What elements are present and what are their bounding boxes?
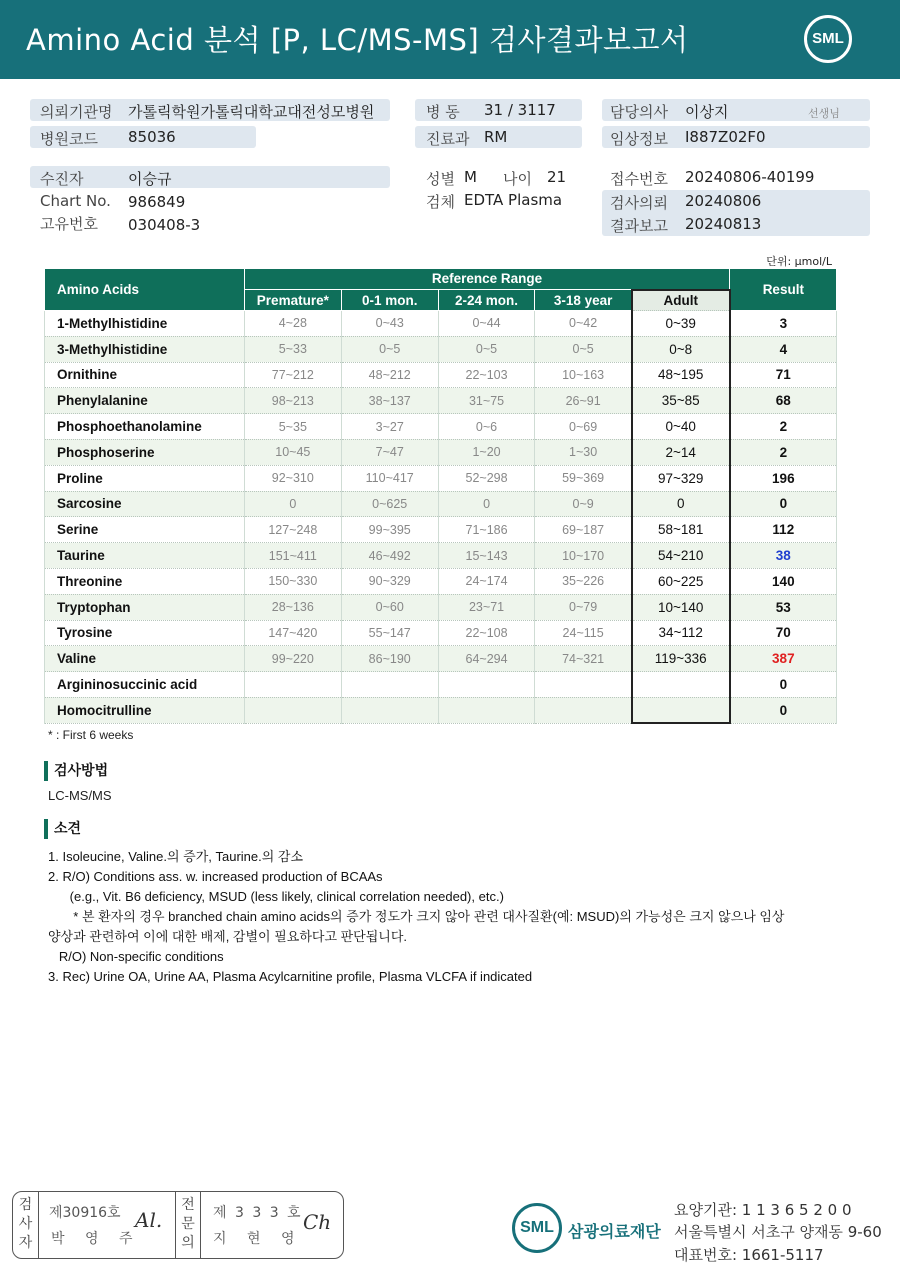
adult-range: 97~329 [632, 465, 730, 491]
col-header-ref-sub: 0-1 mon. [341, 290, 438, 311]
chart-value: 986849 [128, 193, 186, 211]
amino-acid-name: 3-Methylhistidine [45, 336, 245, 362]
reference-range: 24~174 [438, 568, 535, 594]
reference-range: 31~75 [438, 388, 535, 414]
signature-role-examiner [13, 1192, 39, 1258]
col-header-name: Amino Acids [45, 269, 245, 311]
reference-range: 26~91 [535, 388, 632, 414]
table-row [45, 672, 837, 698]
request-label: 검사의뢰 [610, 194, 668, 212]
sml-logo: SML [804, 15, 852, 63]
result-value: 112 [730, 517, 837, 543]
role-text: 전문의 [181, 1197, 195, 1251]
col-header-ref-sub: 3-18 year [535, 290, 632, 311]
reference-range: 98~213 [244, 388, 341, 414]
reference-range: 99~220 [244, 646, 341, 672]
reference-range: 0~42 [535, 311, 632, 337]
result-value: 387 [730, 646, 837, 672]
amino-acid-name: Tyrosine [45, 620, 245, 646]
result-value: 140 [730, 568, 837, 594]
role-text: 검사자 [18, 1197, 33, 1251]
receipt-value: 20240806-40199 [685, 168, 815, 186]
result-value: 2 [730, 414, 837, 440]
recipient-label: 수진자 [40, 170, 84, 188]
report-title: Amino Acid 분석 [P, LC/MS-MS] 검사결과보고서 [26, 23, 689, 57]
reference-range [244, 672, 341, 698]
specimen-label: 검체 [426, 193, 455, 211]
reference-range: 3~27 [341, 414, 438, 440]
reference-range: 0~79 [535, 594, 632, 620]
reference-range: 5~33 [244, 336, 341, 362]
reference-range: 0~5 [438, 336, 535, 362]
adult-range: 119~336 [632, 646, 730, 672]
info-box [30, 166, 390, 188]
table-row [45, 517, 837, 543]
amino-acid-name: Proline [45, 465, 245, 491]
comment-line: 1. Isoleucine, Valine.의 증가, Taurine.의 감소 [48, 849, 304, 864]
reference-range: 69~187 [535, 517, 632, 543]
reference-range: 90~329 [341, 568, 438, 594]
institution-value: 가톨릭학원가톨릭대학교대전성모병원 [128, 103, 375, 121]
reference-range: 99~395 [341, 517, 438, 543]
reference-range: 5~35 [244, 414, 341, 440]
reference-range: 64~294 [438, 646, 535, 672]
reference-range [438, 697, 535, 723]
comment-title: 소견 [44, 819, 81, 839]
report-value: 20240813 [685, 215, 762, 233]
amino-acid-name: Tryptophan [45, 594, 245, 620]
table-row [45, 465, 837, 491]
age-label: 나이 [503, 170, 532, 188]
adult-range: 48~195 [632, 362, 730, 388]
comments [48, 847, 784, 987]
signature-box [12, 1191, 344, 1259]
reference-range: 22~103 [438, 362, 535, 388]
reference-range: 1~20 [438, 439, 535, 465]
amino-acid-name: Serine [45, 517, 245, 543]
table-row [45, 491, 837, 517]
clinical-label: 임상정보 [610, 130, 668, 148]
result-value: 0 [730, 672, 837, 698]
adult-range: 58~181 [632, 517, 730, 543]
footer-address: 서울특별시 서초구 양재동 9-60 [674, 1223, 882, 1241]
ward-label: 병 동 [426, 103, 460, 121]
adult-range [632, 672, 730, 698]
reference-range: 1~30 [535, 439, 632, 465]
examiner-license: 제30916호 [49, 1205, 121, 1221]
table-row [45, 388, 837, 414]
reference-range: 0~9 [535, 491, 632, 517]
amino-acid-name: Ornithine [45, 362, 245, 388]
reference-range: 74~321 [535, 646, 632, 672]
reference-range: 22~108 [438, 620, 535, 646]
result-value: 38 [730, 543, 837, 569]
reference-range: 7~47 [341, 439, 438, 465]
comment-line: 3. Rec) Urine OA, Urine AA, Plasma Acylcarnitine profile, Plasma VLCFA if indicated [48, 969, 533, 984]
table-row [45, 439, 837, 465]
adult-range: 10~140 [632, 594, 730, 620]
examiner-signature: Al. [135, 1208, 163, 1232]
reference-range: 0~43 [341, 311, 438, 337]
reference-range [438, 672, 535, 698]
dept-label: 진료과 [426, 130, 470, 148]
table-row [45, 336, 837, 362]
reference-range: 15~143 [438, 543, 535, 569]
reference-range: 23~71 [438, 594, 535, 620]
adult-range: 0 [632, 491, 730, 517]
comment-line: R/O) Non-specific conditions [48, 949, 224, 964]
adult-range: 35~85 [632, 388, 730, 414]
result-value: 3 [730, 311, 837, 337]
sex-label: 성별 [426, 170, 455, 188]
table-row [45, 414, 837, 440]
signature-role-specialist [175, 1192, 201, 1258]
unique-label: 고유번호 [40, 215, 98, 233]
reference-range: 0~60 [341, 594, 438, 620]
receipt-label: 접수번호 [610, 170, 668, 188]
footer-code: 요양기관: 1 1 3 6 5 2 0 0 [674, 1201, 852, 1219]
sex-value: M [464, 168, 477, 186]
footer-sml-logo: SML [512, 1203, 562, 1253]
reference-range: 86~190 [341, 646, 438, 672]
amino-acid-name: Homocitrulline [45, 697, 245, 723]
reference-range: 48~212 [341, 362, 438, 388]
method-value: LC-MS/MS [48, 788, 112, 803]
adult-range: 2~14 [632, 439, 730, 465]
reference-range: 0 [438, 491, 535, 517]
adult-range: 0~40 [632, 414, 730, 440]
reference-range [341, 672, 438, 698]
unique-value: 030408-3 [128, 216, 201, 234]
table-row [45, 594, 837, 620]
amino-acid-name: Argininosuccinic acid [45, 672, 245, 698]
reference-range: 147~420 [244, 620, 341, 646]
method-title: 검사방법 [44, 761, 108, 781]
reference-range: 0~44 [438, 311, 535, 337]
reference-range: 24~115 [535, 620, 632, 646]
amino-acid-name: Phosphoethanolamine [45, 414, 245, 440]
result-value: 68 [730, 388, 837, 414]
request-value: 20240806 [685, 192, 762, 210]
specialist-signature: Ch [303, 1210, 332, 1234]
comment-line: (e.g., Vit. B6 deficiency, MSUD (less likely, clinical correlation needed), etc.) [48, 889, 504, 904]
amino-acid-table [44, 268, 837, 724]
reference-range: 77~212 [244, 362, 341, 388]
amino-acid-name: Valine [45, 646, 245, 672]
result-value: 0 [730, 697, 837, 723]
table-row [45, 568, 837, 594]
result-value: 70 [730, 620, 837, 646]
reference-range: 150~330 [244, 568, 341, 594]
reference-range: 0 [244, 491, 341, 517]
doctor-label: 담당의사 [610, 103, 668, 121]
specialist-license: 제 3 3 3 호 [213, 1205, 303, 1221]
institution-label: 의뢰기관명 [40, 103, 113, 121]
result-value: 4 [730, 336, 837, 362]
adult-range: 0~39 [632, 311, 730, 337]
hospital-code-value: 85036 [128, 128, 176, 146]
reference-range: 55~147 [341, 620, 438, 646]
report-label: 결과보고 [610, 217, 668, 235]
result-value: 196 [730, 465, 837, 491]
col-header-ref-sub: Premature* [244, 290, 341, 311]
col-header-ref: Reference Range [244, 269, 729, 290]
footer-org-name: 삼광의료재단 [568, 1222, 661, 1241]
doctor-title: 선생님 [808, 107, 840, 120]
reference-range [244, 697, 341, 723]
reference-range [535, 672, 632, 698]
col-header-ref-sub: 2-24 mon. [438, 290, 535, 311]
amino-acid-name: Phosphoserine [45, 439, 245, 465]
reference-range: 46~492 [341, 543, 438, 569]
amino-acid-name: Sarcosine [45, 491, 245, 517]
ward-value: 31 / 3117 [484, 101, 556, 119]
reference-range [535, 697, 632, 723]
reference-range: 0~5 [535, 336, 632, 362]
table-row [45, 697, 837, 723]
specialist-name: 지 현 영 [213, 1231, 303, 1247]
reference-range: 52~298 [438, 465, 535, 491]
result-value: 2 [730, 439, 837, 465]
reference-range: 4~28 [244, 311, 341, 337]
footnote: * : First 6 weeks [48, 728, 134, 742]
reference-range: 110~417 [341, 465, 438, 491]
chart-label: Chart No. [40, 192, 111, 210]
reference-range: 0~69 [535, 414, 632, 440]
reference-range: 38~137 [341, 388, 438, 414]
reference-range: 127~248 [244, 517, 341, 543]
reference-range: 0~625 [341, 491, 438, 517]
reference-range: 92~310 [244, 465, 341, 491]
amino-acid-name: Threonine [45, 568, 245, 594]
table-row [45, 311, 837, 337]
adult-range [632, 697, 730, 723]
amino-acid-name: Phenylalanine [45, 388, 245, 414]
specimen-value: EDTA Plasma [464, 191, 563, 209]
adult-range: 60~225 [632, 568, 730, 594]
result-value: 53 [730, 594, 837, 620]
reference-range: 0~5 [341, 336, 438, 362]
reference-range: 10~163 [535, 362, 632, 388]
doctor-value: 이상지 [685, 103, 729, 121]
recipient-value: 이승규 [128, 170, 172, 188]
col-header-result: Result [730, 269, 837, 311]
table-row [45, 362, 837, 388]
adult-range: 34~112 [632, 620, 730, 646]
table-row [45, 543, 837, 569]
reference-range: 35~226 [535, 568, 632, 594]
adult-range: 0~8 [632, 336, 730, 362]
reference-range: 28~136 [244, 594, 341, 620]
examiner-name: 박 영 주 [51, 1231, 141, 1247]
reference-range: 0~6 [438, 414, 535, 440]
comment-line: 2. R/O) Conditions ass. w. increased production of BCAAs [48, 869, 383, 884]
hospital-code-label: 병원코드 [40, 130, 98, 148]
comment-line: 양상과 관련하여 이에 대한 배제, 감별이 필요하다고 판단됩니다. [48, 929, 408, 944]
unit-label: 단위: μmol/L [766, 255, 832, 268]
report-header [0, 0, 900, 79]
result-value: 0 [730, 491, 837, 517]
reference-range: 151~411 [244, 543, 341, 569]
reference-range: 59~369 [535, 465, 632, 491]
amino-acid-name: 1-Methylhistidine [45, 311, 245, 337]
dept-value: RM [484, 128, 508, 146]
col-header-adult: Adult [632, 290, 730, 311]
comment-line: * 본 환자의 경우 branched chain amino acids의 증가 정도가 크지 않아 관련 대사질환(예: MSUD)의 가능성은 크지 않으나 임상 [48, 909, 785, 924]
table-row [45, 620, 837, 646]
amino-acid-rows [45, 311, 837, 724]
reference-range: 10~45 [244, 439, 341, 465]
reference-range [341, 697, 438, 723]
footer-phone: 대표번호: 1661-5117 [674, 1246, 824, 1264]
clinical-value: I887Z02F0 [685, 128, 766, 146]
adult-range: 54~210 [632, 543, 730, 569]
reference-range: 71~186 [438, 517, 535, 543]
age-value: 21 [547, 168, 567, 186]
result-value: 71 [730, 362, 837, 388]
reference-range: 10~170 [535, 543, 632, 569]
table-row [45, 646, 837, 672]
amino-acid-name: Taurine [45, 543, 245, 569]
